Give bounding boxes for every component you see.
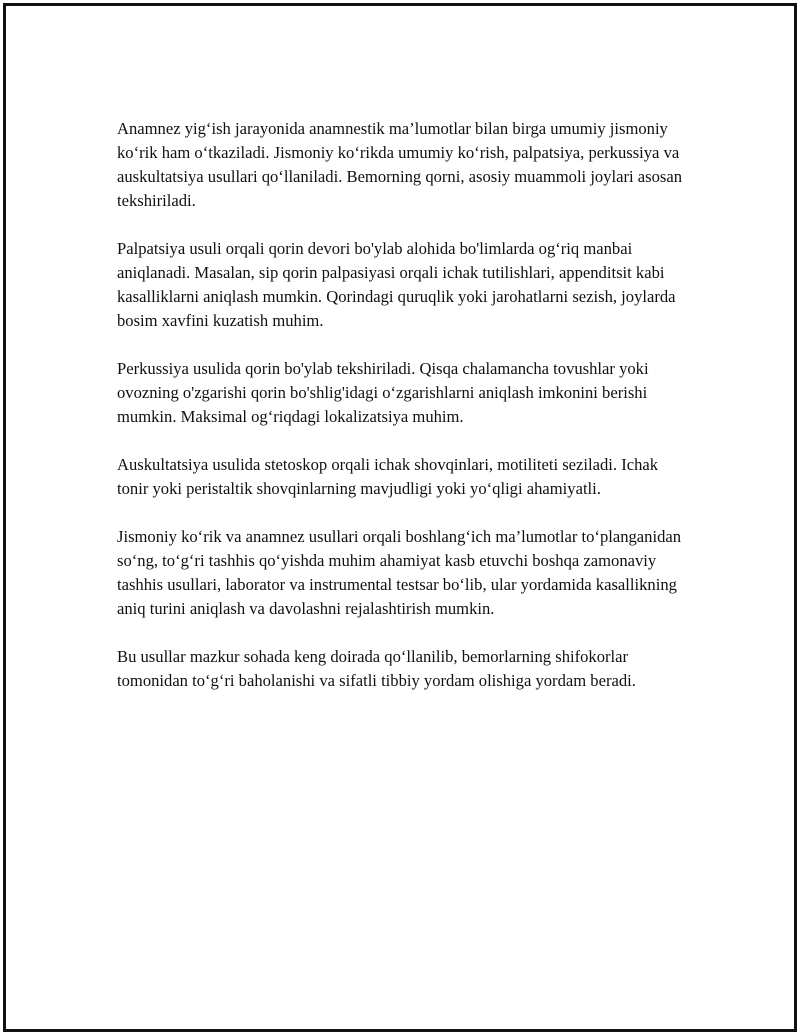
paragraph-anamnesis: Anamnez yig‘ish jarayonida anamnestik ma’lumotlar bilan birga umumiy jismoniy ko‘rik ham o‘tkaziladi. Jismoniy ko‘rikda umumiy ko‘rish, palpatsiya, perkussiya va auskultatsiya usullari qo‘llaniladi. Bemorning qorni, asosiy muammoli joylari asosan tekshiriladi. [117,119,683,210]
paragraph-percussion: Perkussiya usulida qorin bo'ylab tekshiriladi. Qisqa chalamancha tovushlar yoki ovozning o'zgarishi qorin bo'shlig'idagi o‘zgarishlarni aniqlash imkonini berishi mumkin. Maksimal og‘riqdagi lokalizatsiya muhim. [117,359,649,426]
paragraph-auscultation: Auskultatsiya usulida stetoskop orqali ichak shovqinlari, motiliteti seziladi. Ichak tonir yoki peristaltik shovqinlarning mavjudligi yoki yo‘qligi ahamiyatli. [117,455,659,498]
paragraph-palpation: Palpatsiya usuli orqali qorin devori bo'ylab alohida bo'limlarda og‘riq manbai aniqlanadi. Masalan, sip qorin palpasiyasi orqali ichak tutilishlari, appenditsit kabi kasalliklarni aniqlash mumkin. Qorindagi quruqlik yoki jarohatlarni sezish, joylarda bosim xavfini kuzatish muhim. [117,239,676,330]
paragraph-diagnostics: Jismoniy ko‘rik va anamnez usullari orqali boshlang‘ich ma’lumotlar to‘planganidan so‘ng, to‘g‘ri tashhis qo‘yishda muhim ahamiyat kasb etuvchi boshqa zamonaviy tashhis usullari, laborator va instrumental testsar bo‘lib, ular yordamida kasallikning aniq turini aniqlash va davolashni rejalashtirish mumkin. [117,527,682,618]
paragraph-conclusion: Bu usullar mazkur sohada keng doirada qo‘llanilib, bemorlarning shifokorlar tomonidan to‘g‘ri baholanishi va sifatli tibbiy yordam olishiga yordam beradi. [117,647,636,690]
document-body [117,117,692,717]
